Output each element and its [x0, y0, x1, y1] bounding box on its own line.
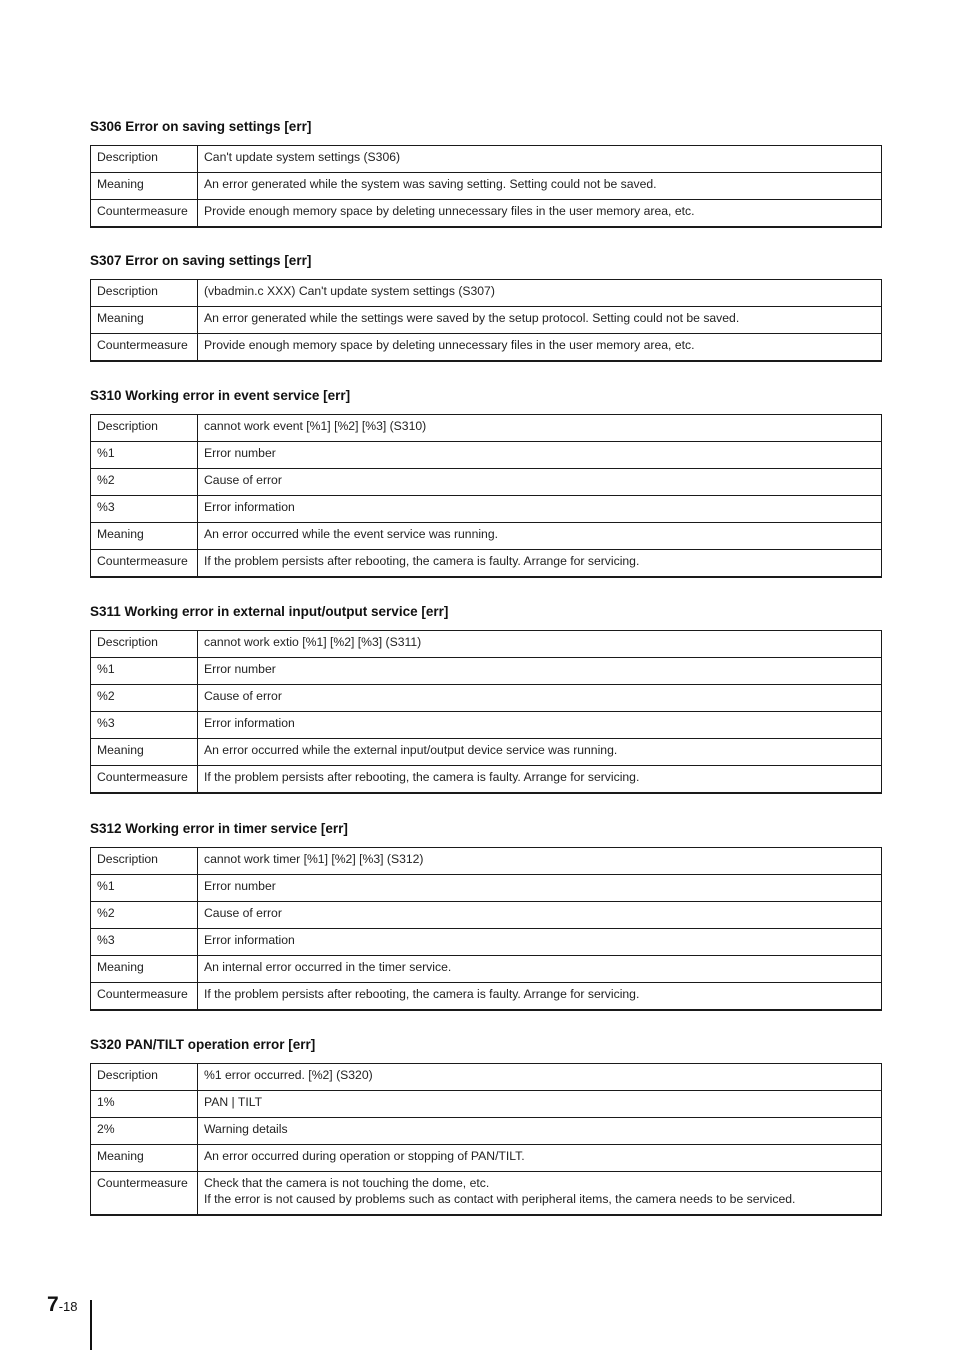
row-value: An error generated while the system was saving setting. Setting could not be saved. [198, 173, 882, 200]
table-row [91, 1091, 882, 1118]
section-s320 [90, 1036, 882, 1206]
row-key: Meaning [91, 1145, 198, 1172]
page-divider [90, 1300, 92, 1350]
table-row [91, 631, 882, 658]
table-row [91, 1064, 882, 1091]
table-row [91, 469, 882, 496]
row-value: Error number [198, 658, 882, 685]
table-row [91, 848, 882, 875]
row-key: %1 [91, 442, 198, 469]
row-value: %1 error occurred. [%2] (S320) [198, 1064, 882, 1091]
row-value: An error occurred while the external input/output device service was running. [198, 739, 882, 766]
row-key: Meaning [91, 956, 198, 983]
section-title: S312 Working error in timer service [err] [90, 821, 348, 836]
row-value: Provide enough memory space by deleting unnecessary files in the user memory area, etc. [198, 334, 882, 362]
section-title: S306 Error on saving settings [err] [90, 119, 312, 134]
row-key: Meaning [91, 307, 198, 334]
row-value: cannot work extio [%1] [%2] [%3] (S311) [198, 631, 882, 658]
table-row [91, 983, 882, 1011]
error-table [90, 847, 882, 1011]
row-key: Description [91, 1064, 198, 1091]
section-s312 [90, 820, 882, 1001]
section-s306 [90, 118, 882, 218]
row-key: Meaning [91, 739, 198, 766]
row-value: If the problem persists after rebooting, the camera is faulty. Arrange for servicing. [198, 983, 882, 1011]
table-row [91, 200, 882, 228]
table-row [91, 685, 882, 712]
row-value: An error occurred during operation or stopping of PAN/TILT. [198, 1145, 882, 1172]
table-row [91, 739, 882, 766]
table-row [91, 902, 882, 929]
section-s310 [90, 387, 882, 568]
row-value: An error occurred while the event service was running. [198, 523, 882, 550]
chapter-number: 7 [47, 1293, 59, 1316]
row-key: %3 [91, 712, 198, 739]
row-value [198, 1172, 882, 1216]
row-value: Warning details [198, 1118, 882, 1145]
row-value: (vbadmin.c XXX) Can't update system settings (S307) [198, 280, 882, 307]
table-row [91, 1118, 882, 1145]
error-table [90, 1063, 882, 1216]
table-row [91, 929, 882, 956]
row-value: Provide enough memory space by deleting unnecessary files in the user memory area, etc. [198, 200, 882, 228]
row-key: Countermeasure [91, 983, 198, 1011]
row-key: Countermeasure [91, 1172, 198, 1216]
table-row [91, 173, 882, 200]
table-row [91, 550, 882, 578]
row-value-line-2: If the error is not caused by problems such as contact with peripheral items, the camera needs to be serviced. [204, 1192, 796, 1206]
row-value: Can't update system settings (S306) [198, 146, 882, 173]
row-value: Error information [198, 929, 882, 956]
table-row [91, 658, 882, 685]
row-key: %3 [91, 496, 198, 523]
table-row [91, 334, 882, 362]
row-key: %1 [91, 875, 198, 902]
row-value-line-1: Check that the camera is not touching the dome, etc. [204, 1176, 490, 1190]
table-row [91, 712, 882, 739]
row-value: Cause of error [198, 469, 882, 496]
row-key: Description [91, 631, 198, 658]
table-row [91, 496, 882, 523]
error-table [90, 414, 882, 578]
table-row [91, 766, 882, 794]
row-value: cannot work timer [%1] [%2] [%3] (S312) [198, 848, 882, 875]
section-s307 [90, 252, 882, 352]
section-title: S307 Error on saving settings [err] [90, 253, 312, 268]
row-key: %1 [91, 658, 198, 685]
section-title: S311 Working error in external input/output service [err] [90, 604, 449, 619]
page-suffix: -18 [58, 1299, 78, 1314]
row-key: Meaning [91, 173, 198, 200]
table-row [91, 956, 882, 983]
row-value: An error generated while the settings were saved by the setup protocol. Setting could not be saved. [198, 307, 882, 334]
section-title: S320 PAN/TILT operation error [err] [90, 1037, 316, 1052]
row-value: Error information [198, 496, 882, 523]
row-key: %2 [91, 902, 198, 929]
row-key: 1% [91, 1091, 198, 1118]
row-value: Cause of error [198, 902, 882, 929]
row-key: %2 [91, 685, 198, 712]
row-key: Description [91, 415, 198, 442]
section-title: S310 Working error in event service [err] [90, 388, 351, 403]
row-key: Description [91, 848, 198, 875]
row-value: cannot work event [%1] [%2] [%3] (S310) [198, 415, 882, 442]
row-key: Countermeasure [91, 200, 198, 228]
row-key: Description [91, 146, 198, 173]
table-row [91, 523, 882, 550]
table-row [91, 1145, 882, 1172]
table-row [91, 1172, 882, 1216]
table-row [91, 415, 882, 442]
row-value: Error information [198, 712, 882, 739]
error-table [90, 279, 882, 362]
error-table [90, 145, 882, 228]
table-row [91, 146, 882, 173]
table-row [91, 280, 882, 307]
row-value: Cause of error [198, 685, 882, 712]
row-key: Countermeasure [91, 550, 198, 578]
row-key: %2 [91, 469, 198, 496]
row-value: If the problem persists after rebooting, the camera is faulty. Arrange for servicing. [198, 550, 882, 578]
row-value: Error number [198, 442, 882, 469]
row-key: Description [91, 280, 198, 307]
row-value: An internal error occurred in the timer service. [198, 956, 882, 983]
row-key: Countermeasure [91, 766, 198, 794]
row-value: Error number [198, 875, 882, 902]
section-s311 [90, 603, 882, 784]
table-row [91, 307, 882, 334]
row-key: Meaning [91, 523, 198, 550]
row-value: If the problem persists after rebooting, the camera is faulty. Arrange for servicing. [198, 766, 882, 794]
row-value: PAN | TILT [198, 1091, 882, 1118]
row-key: 2% [91, 1118, 198, 1145]
table-row [91, 442, 882, 469]
table-row [91, 875, 882, 902]
row-key: %3 [91, 929, 198, 956]
row-key: Countermeasure [91, 334, 198, 362]
error-table [90, 630, 882, 794]
page-number [47, 1293, 77, 1317]
